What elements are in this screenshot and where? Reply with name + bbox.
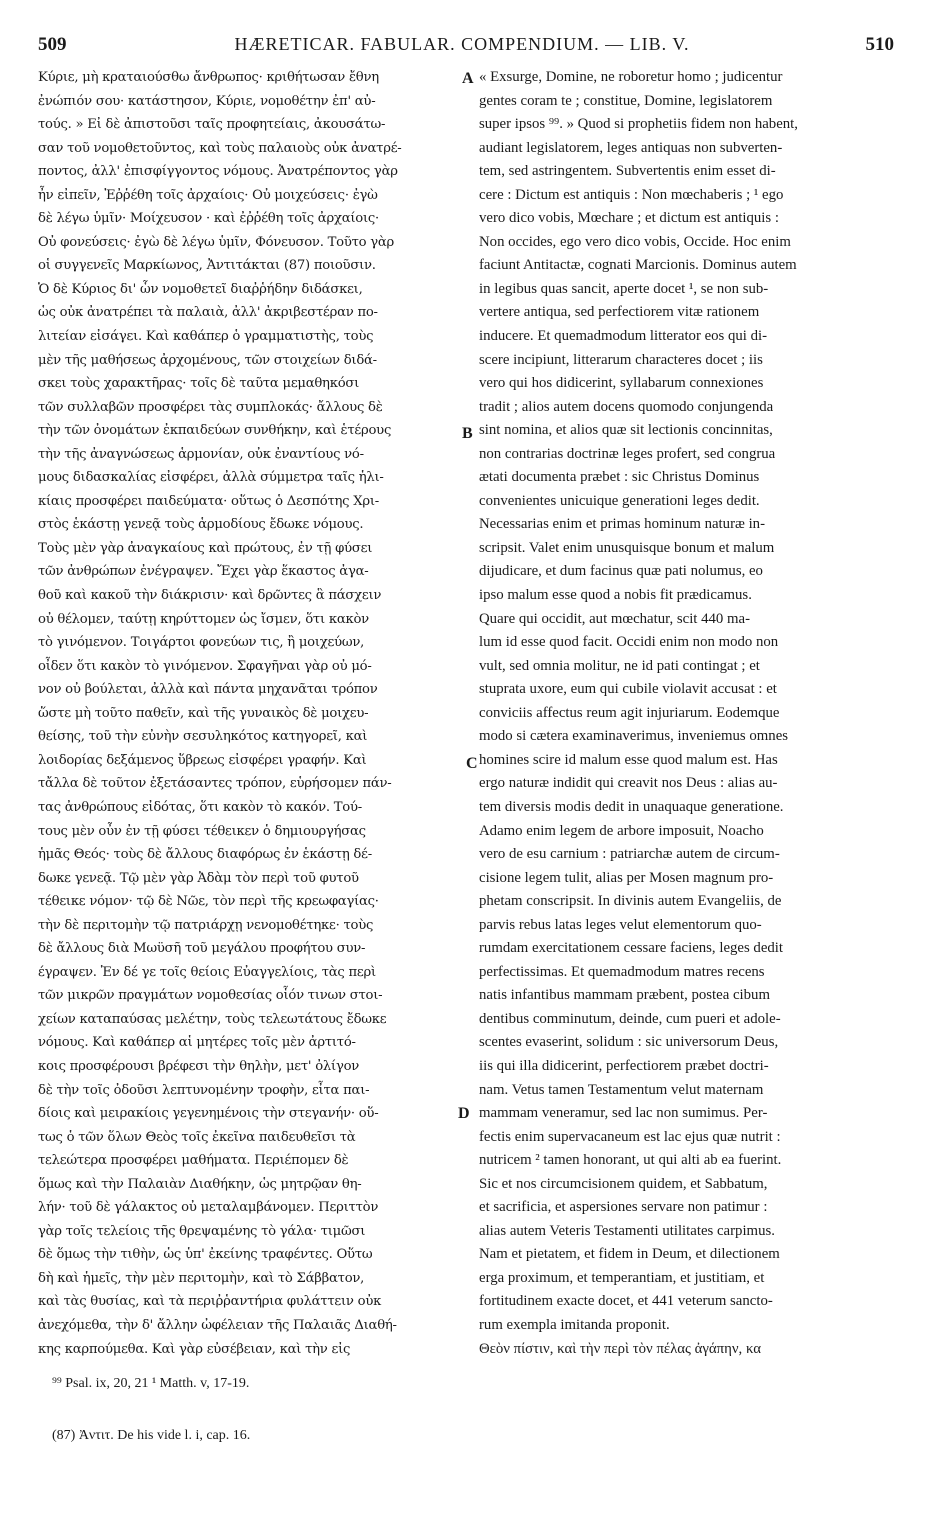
latin-text-line: natis infantibus mammam præbent, postea cibum — [479, 987, 770, 1004]
latin-text-line: cere : Dictum est antiquis : Non mœchaberis ; ¹ ego — [479, 186, 784, 203]
greek-text-line: κης καρπούμεθα. Καὶ γὰρ εὐσέβειαν, καὶ τὴν εἰς — [38, 1341, 351, 1357]
greek-text-line: ὡς οὐκ ἀνατρέπει τὰ παλαιὰ, ἀλλ' ἀκριβεστέραν πο- — [38, 305, 378, 321]
greek-text-line: μὲν τῆς μαθήσεως ἀρχομένους, τῶν στοιχείων διδά- — [38, 352, 377, 368]
greek-text-line: κίαις προσφέρει παιδεύματα· οὕτως ὁ Δεσπότης Χρι- — [38, 493, 380, 509]
latin-text-line: rumdam exercitationem cessare faciens, leges dedit — [479, 940, 784, 957]
latin-text-line: Θεὸν πίστιν, καὶ τὴν περὶ τὸν πέλας ἀγάπην, κα — [479, 1340, 762, 1357]
latin-text-line: modo si cætera examinaverimus, inveniemus omnes — [479, 728, 789, 745]
latin-text-line: iis qui illa didicerint, perfectiorem præbet doctri- — [479, 1057, 769, 1074]
latin-text-line: convenientes unicuique generationi leges dedit. — [479, 492, 760, 509]
greek-text-line: χείων καταπαύσας μελέτην, τοὺς τελεωτάτους ἔδωκε — [38, 1011, 387, 1027]
latin-text-line: in legibus quas sancit, aperte docet ¹, se non sub- — [479, 280, 769, 297]
latin-text-line: rum exempla imitanda proponit. — [479, 1316, 670, 1333]
latin-text-line: audiant legislatorem, leges antiquas non subverten- — [479, 139, 783, 156]
latin-text-line: Adamo enim legem de arbore imposuit, Noacho — [479, 822, 764, 839]
greek-text-line: τελεώτερα προσφέρει μαθήματα. Περιέπομεν δὲ — [38, 1153, 349, 1169]
greek-text-line: τἄλλα δὲ τοῦτον ἐξετάσαντες τρόπον, εὑρήσομεν πάν- — [38, 776, 392, 792]
margin-marker-a: A — [462, 70, 474, 87]
greek-column — [38, 66, 462, 1361]
greek-text-line: οἱ συγγενεῖς Μαρκίωνος, Ἀντιτάκται (87) ποιοῦσιν. — [38, 258, 376, 274]
latin-text-line: ergo naturæ indidit qui creavit nos Deus : alias au- — [479, 775, 778, 792]
latin-text-line: vero qui hos didicerint, syllabarum connexiones — [479, 375, 764, 392]
latin-text-line: vero dico vobis, Mœchare ; et dictum est antiquis : — [479, 210, 779, 227]
greek-text-line: θοῦ καὶ κακοῦ τὴν διάκρισιν· καὶ δρῶντες ἃ πάσχειν — [38, 588, 382, 604]
latin-text-line: fortitudinem exacte docet, et 441 veterum sancto- — [479, 1293, 773, 1310]
greek-text-line: στὸς ἑκάστῃ γενεᾷ τοὺς ἁρμοδίους ἔδωκε νόμους. — [38, 517, 364, 533]
latin-text-line: homines scire id malum esse quod malum est. Has — [479, 751, 778, 768]
greek-text-line: θείσης, τοῦ τὴν εὐνὴν σεσυληκότος κατηγορεῖ, καὶ — [38, 729, 368, 745]
greek-text-line: δωκε γενεᾷ. Τῷ μὲν γὰρ Ἀδὰμ τὸν περὶ τοῦ φυτοῦ — [38, 870, 359, 886]
greek-text-line: καὶ τὰς θυσίας, καὶ τὰ περιῤῥαντήρια φυλάττειν οὐκ — [38, 1294, 382, 1310]
greek-text-line: νόμους. Καὶ καθάπερ αἱ μητέρες τοῖς μὲν ἀρτιτό- — [38, 1035, 356, 1051]
greek-text-line: Οὐ φονεύσεις· ἐγὼ δὲ λέγω ὑμῖν, Φόνευσον. Τοῦτο γὰρ — [38, 234, 395, 250]
latin-text-line: erga proximum, et temperantiam, et justitiam, et — [479, 1269, 765, 1286]
latin-text-line: « Exsurge, Domine, ne roboretur homo ; judicentur — [479, 69, 783, 85]
greek-text-line: έγραψεν. Ἐν δέ γε τοῖς θείοις Εὐαγγελίοις, τὰς περὶ — [38, 964, 376, 980]
greek-text-line: Ὁ δὲ Κύριος δι' ὧν νομοθετεῖ διαῤῥήδην διδάσκει, — [38, 281, 363, 297]
latin-text-line: dijudicare, et dum facinus quæ pati nolumus, eo — [479, 563, 763, 580]
latin-text-line: Nam et pietatem, et fidem in Deum, et dilectionem — [479, 1246, 780, 1263]
latin-text-line: Quare qui occidit, aut mœchatur, scit 440 ma- — [479, 610, 751, 627]
latin-text-line: stuprata uxore, eum qui cubile violavit accusat : et — [479, 681, 777, 698]
latin-text-line: non contrarias doctrinæ leges profert, sed congrua — [479, 445, 776, 462]
greek-text-line: λιτείαν εἰσάγει. Καὶ καθάπερ ὁ γραμματιστὴς, τοὺς — [38, 329, 374, 345]
greek-text-line: τὴν τῆς ἀναγνώσεως ἁρμονίαν, οὐκ ἐναντίους νό- — [38, 446, 364, 462]
greek-text-line: κοις προσφέρουσι βρέφεσι τὴν θηλὴν, μετ' ὀλίγον — [38, 1058, 360, 1074]
footnote-scripture: ⁹⁹ Psal. ix, 20, 21 ¹ Matth. v, 17-19. — [52, 1376, 250, 1391]
running-header — [30, 34, 894, 60]
greek-text-line: Τοὺς μὲν γὰρ ἀναγκαίους καὶ πρώτους, ἐν τῇ φύσει — [38, 540, 373, 556]
greek-text-line: ὅμως καὶ τὴν Παλαιὰν Διαθήκην, ὡς μητρῷαν θη- — [38, 1176, 362, 1192]
latin-text-line: vero de esu carnium : patriarchæ autem de circum- — [479, 846, 780, 863]
margin-marker-d: D — [458, 1105, 470, 1122]
latin-text-line: sint nomina, et alios quæ sit lectionis concinnitas, — [479, 422, 773, 439]
latin-text-line: et sacrificia, et aspersiones servare non patimur : — [479, 1199, 768, 1216]
greek-text-line: δὲ τὴν τοῖς ὀδοῦσι λεπτυνομένην τροφὴν, εἶτα παι- — [38, 1082, 370, 1098]
margin-marker-c: C — [466, 755, 478, 772]
greek-text-line: δὲ ἄλλους διὰ Μωϋσῆ τοῦ μεγάλου προφήτου συν- — [38, 941, 366, 957]
latin-text-line: vult, sed omnia molitur, ne id pati contingat ; et — [479, 657, 760, 674]
page-number-right: 510 — [865, 34, 894, 55]
latin-text-line: dentibus comminutum, deinde, cum pueri et adole- — [479, 1010, 781, 1027]
latin-text-line: super ipsos ⁹⁹. » Quod si prophetiis fidem non habent, — [479, 116, 798, 133]
greek-text-line: τέθεικε νόμον· τῷ δὲ Νῶε, τὸν περὶ τῆς κρεωφαγίας· — [38, 894, 379, 910]
greek-text-line: σκει τοὺς χαρακτῆρας· τοῖς δὲ ταῦτα μεμαθηκόσι — [38, 376, 360, 392]
greek-text-line: ἀνεχόμεθα, τὴν δ' ἄλλην ὠφέλειαν τῆς Παλαιᾶς Διαθή- — [38, 1317, 397, 1333]
latin-text-line: Sic et nos circumcisionem quidem, et Sabbatum, — [479, 1175, 768, 1192]
greek-text-line: γὰρ τοῖς τελείοις τῆς θρεψαμένης τὸ γάλα· τιμῶσι — [38, 1223, 366, 1239]
greek-text-line: τους μὲν οὖν ἐν τῇ φύσει τέθεικεν ὁ δημιουργήσας — [38, 823, 366, 839]
latin-column — [479, 66, 893, 1361]
greek-text-line: δίοις καὶ μειρακίοις γεγενημένοις τὴν στεγανήν· οὕ- — [38, 1106, 379, 1122]
greek-text-line: ἦν εἰπεῖν, Ἐῤῥέθη τοῖς ἀρχαίοις· Οὐ μοιχεύσεις· ἐγὼ — [38, 187, 378, 203]
latin-text-line: vertere antiqua, sed perfectiorem vitæ rationem — [479, 304, 760, 321]
greek-text-line: τὴν δὲ περιτομὴν τῷ πατριάρχῃ νενομοθέτηκε· τοὺς — [38, 917, 374, 933]
latin-text-line: alias autem Veteris Testamenti utilitates carpimus. — [479, 1222, 775, 1239]
page-number-left: 509 — [38, 34, 67, 55]
greek-text-line: τας ἀνθρώπους εἰδότας, ὅτι κακὸν τὸ κακόν. Τού- — [38, 799, 362, 815]
latin-text-line: phetam conscripsit. In divinis autem Evangeliis, de — [479, 893, 782, 910]
latin-text-line: nam. Vetus tamen Testamentum velut maternam — [479, 1081, 764, 1098]
greek-text-line: λοιδορίας δεξάμενος ὕβρεως εἰσφέρει γραφήν. Καὶ — [38, 752, 367, 768]
latin-text-line: tradit ; alios autem docens quomodo conjungenda — [479, 398, 774, 415]
latin-text-line: ipso malum esse quod a nobis fit prædicamus. — [479, 587, 752, 604]
greek-text-line: δὴ καὶ ἡμεῖς, τὴν μὲν περιτομὴν, καὶ τὸ Σάββατον, — [38, 1270, 365, 1286]
greek-text-line: ποντος, ἀλλ' ἐπισφίγγοντος νόμους. Ἀνατρέποντος γὰρ — [38, 164, 398, 180]
latin-text-line: tem, sed astringentem. Subvertentis enim esset di- — [479, 163, 776, 180]
greek-text-line: μους διδασκαλίας εἰσφέρει, ἀλλὰ σύμμετρα ταῖς ἡλι- — [38, 470, 384, 486]
latin-text-line: nutricem ² tamen honorant, ut qui alti ab ea fuerint. — [479, 1152, 782, 1169]
latin-text-line: tem diversis modis dedit in unaquaque generatione. — [479, 798, 784, 815]
latin-text-line: gentes coram te ; constitue, Domine, legislatorem — [479, 92, 773, 109]
greek-text-line: δὲ ὅμως τὴν τιθὴν, ὡς ὑπ' ἐκείνης τραφέντες. Οὕτω — [38, 1247, 373, 1263]
latin-text-line: scere incipiunt, litterarum characteres docet ; iis — [479, 351, 763, 368]
greek-text-line: τως ὁ τῶν ὅλων Θεὸς τοῖς ἐκεῖνα παιδευθεῖσι τὰ — [38, 1129, 356, 1145]
margin-marker-b: B — [462, 425, 473, 442]
latin-text-line: perfectissimas. Et quemadmodum matres recens — [479, 963, 765, 980]
greek-text-line: τὸ γινόμενον. Τοιγάρτοι φονεύων τις, ἢ μοιχεύων, — [38, 635, 365, 651]
greek-text-line: ὥστε μὴ τοῦτο παθεῖν, καὶ τῆς γυναικὸς δὲ μοιχευ- — [38, 705, 369, 721]
latin-text-line: lum id esse quod facit. Occidi enim non modo non — [479, 634, 779, 651]
latin-text-line: mammam veneramur, sed lac non sumimus. Per- — [479, 1105, 768, 1122]
greek-text-line: οἶδεν ὅτι κακὸν τὸ γινόμενον. Σφαγῆναι γὰρ οὐ μό- — [38, 658, 372, 674]
greek-text-line: σαν τοῦ νομοθετοῦντος, καὶ τοὺς παλαιοὺς οὐκ ἀνατρέ- — [38, 140, 402, 156]
greek-text-line: ἡμᾶς Θεός· τοὺς δὲ ἄλλους διαφόρως ἐν ἑκάστῃ δέ- — [38, 847, 372, 863]
latin-text-line: conviciis affectus reum agit injuriarum. Eodemque — [479, 704, 780, 721]
footnote-antitactae: (87) Ἀντιτ. De his vide l. i, cap. 16. — [52, 1428, 251, 1443]
latin-text-line: Necessarias enim et primas hominum naturæ in- — [479, 516, 766, 533]
latin-text-line: faciunt Antitactæ, cognati Marcionis. Dominus autem — [479, 257, 797, 274]
latin-text-line: cisione legem tulit, alias per Mosen magnum pro- — [479, 869, 774, 886]
latin-text-line: ætati documenta præbet : sic Christus Dominus — [479, 469, 760, 486]
greek-text-line: νον οὐ βούλεται, ἀλλὰ καὶ πάντα μηχανᾶται τρόπον — [38, 682, 378, 698]
latin-text-line: scripsit. Valet enim unusquisque bonum et malum — [479, 539, 775, 556]
greek-text-line: τῶν ἀνθρώπων ἐνέγραψεν. Ἔχει γὰρ ἕκαστος ἀγα- — [38, 564, 369, 580]
greek-text-line: δὲ λέγω ὑμῖν· Μοίχευσον · καὶ ἐῤῥέθη τοῖς ἀρχαίοις· — [38, 211, 379, 227]
greek-text-line: τῶν συλλαβῶν προσφέρει τὰς συμπλοκάς· ἄλλους δὲ — [38, 399, 383, 415]
greek-text-line: Κύριε, μὴ κραταιούσθω ἄνθρωπος· κριθήτωσαν ἔθνη — [38, 70, 379, 85]
latin-text-line: Non occides, ego vero dico vobis, Occide. Hoc enim — [479, 233, 791, 250]
latin-text-line: parvis rebus latas leges velut elementorum quo- — [479, 916, 762, 933]
running-title: HÆRETICAR. FABULAR. COMPENDIUM. — LIB. V. — [234, 34, 690, 54]
greek-text-line: οὐ θέλομεν, ταύτῃ κηρύττομεν ὡς ἴσμεν, ὅτι κακὸν — [38, 611, 369, 627]
greek-text-line: τούς. » Εἰ δὲ ἀπιστοῦσι ταῖς προφητείαις, ἀκουσάτω- — [38, 117, 386, 133]
greek-text-line: λήν· τοῦ δὲ γάλακτος οὐ μεταλαμβάνομεν. Περιττὸν — [38, 1200, 379, 1216]
greek-text-line: τῶν μικρῶν πραγμάτων νομοθεσίας οἷόν τινων στοι- — [38, 988, 383, 1004]
latin-text-line: scentes evaserint, solidum : sic universorum Deus, — [479, 1034, 779, 1051]
greek-text-line: ἐνώπιόν σου· κατάστησον, Κύριε, νομοθέτην ἐπ' αὐ- — [38, 93, 376, 109]
greek-text-line: τὴν τῶν ὀνομάτων ἐκπαιδεύων συνθήκην, καὶ ἑτέρους — [38, 423, 392, 439]
latin-text-line: fectis enim supervacaneum est lac ejus quæ nutrit : — [479, 1128, 781, 1145]
latin-text-line: inducere. Et quemadmodum litterator eos qui di- — [479, 328, 768, 345]
